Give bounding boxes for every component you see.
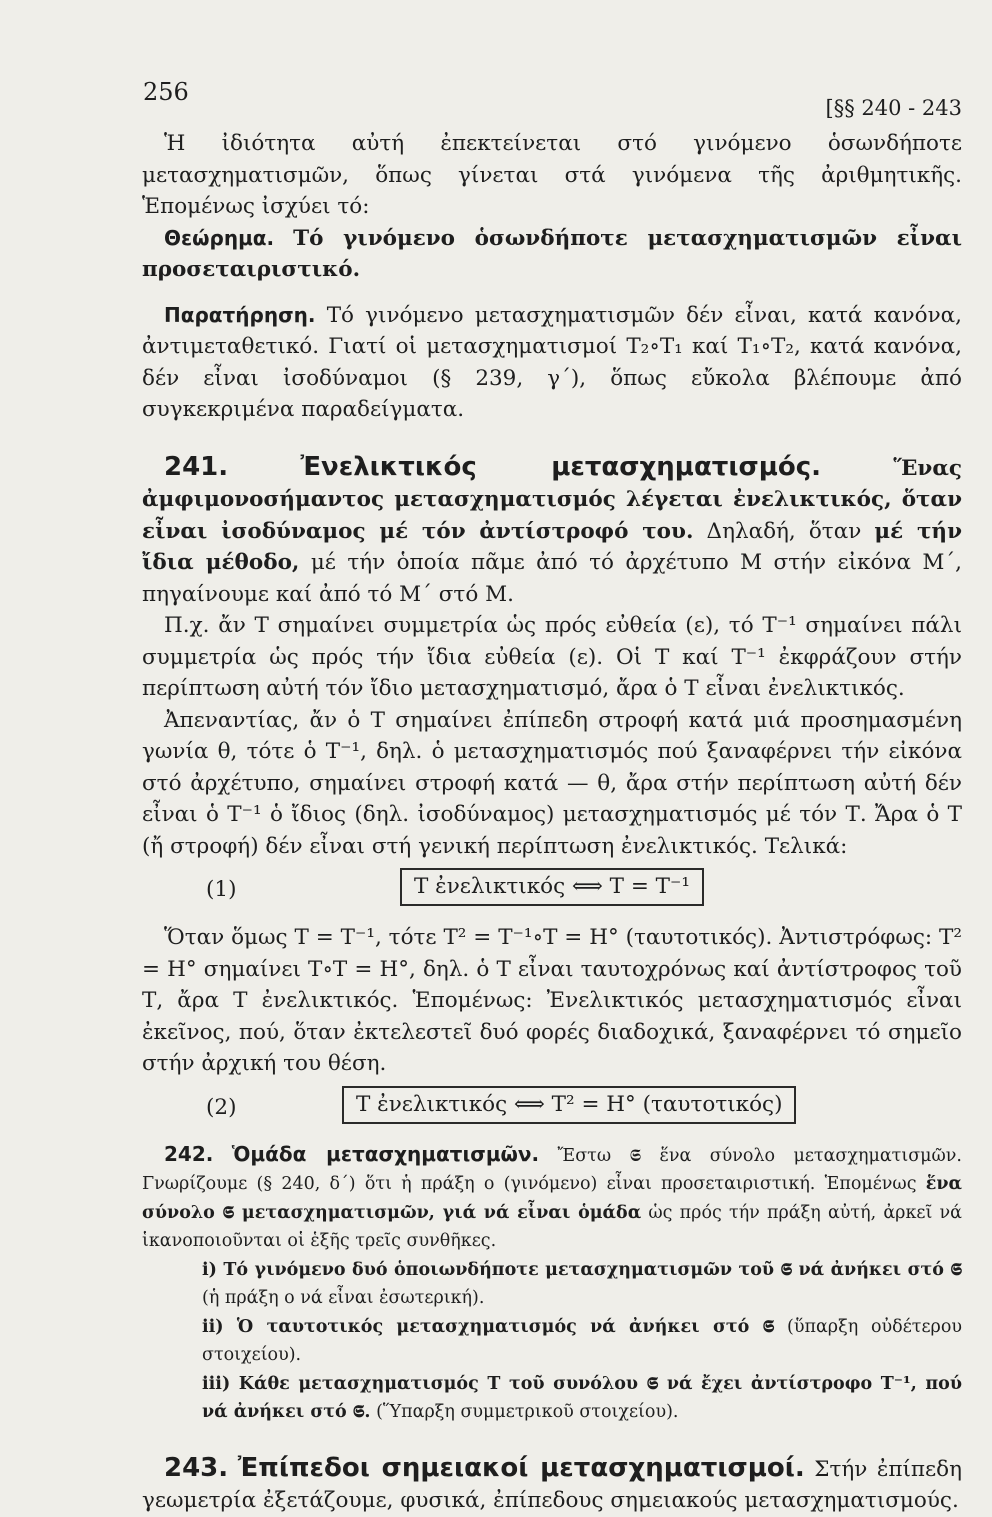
section-241-text-a: Δηλαδή, ὅταν	[706, 518, 862, 544]
equation-1-number: (1)	[206, 877, 237, 902]
theorem-text: Τό γινόμενο ὁσωνδήποτε μετασχηματισμῶν εἶναι προσεταιριστικό.	[142, 225, 962, 282]
section-243	[142, 1453, 962, 1517]
section-243-text: Στήν ἐπίπεδη γεωμετρία ἐξετάζουμε, φυσικά, ἐπίπεδους σημειακούς μετασχηματισμούς.	[142, 1456, 963, 1513]
page-body	[142, 128, 962, 1517]
section-241-lead	[142, 452, 962, 611]
section-243-number: 243.	[164, 1452, 229, 1483]
theorem-label: Θεώρημα.	[164, 225, 275, 250]
list-item: ii) Ὁ ταυτοτικός μετασχηματισμός νά ἀνήκει στό 𝕾 (ὕπαρξη οὐδέτερου στοιχείου).	[202, 1316, 962, 1365]
equation-2-box: Τ ἐνελικτικός ⟺ T² = H° (ταυτοτικός)	[342, 1086, 796, 1124]
section-243-title: Ἐπίπεδοι σημειακοί μετασχηματισμοί.	[237, 1452, 805, 1483]
section-242-title: Ὁμάδα μετασχηματισμῶν.	[231, 1141, 540, 1166]
equation-2-number: (2)	[206, 1094, 237, 1120]
section-241-involution-property: Ὅταν ὅμως T = T⁻¹, τότε T² = T⁻¹∘T = H° (ταυτοτικός). Ἀντιστρόφως: T² = H° σημαίνει T∘T = H°, δηλ. ὁ Τ εἶναι ταυτοχρόνως καί ἀντίστροφος τοῦ Τ, ἄρα Τ ἐνελικτικός. Ἑπομένως: Ἐνελικτικός μετασχηματισμός εἶναι ἐκεῖνος, πού, ὅταν ἐκτελεστεῖ δυό φορές διαδοχικά, ξαναφέρνει τό σημεῖο στήν ἀρχική του θέση.	[142, 925, 962, 1076]
section-241-example: Π.χ. ἄν Τ σημαίνει συμμετρία ὡς πρός εὐθεία (ε), τό T⁻¹ σημαίνει πάλι συμμετρία ὡς πρός τήν ἴδια εὐθεία (ε). Οἱ Τ καί T⁻¹ ἐκφράζουν στήν περίπτωση αὐτή τόν ἴδιο μετασχηματισμό, ἄρα ὁ Τ εἶναι ἐνελικτικός.	[142, 613, 962, 701]
equation-2-row	[142, 1086, 962, 1130]
paragraph-intro: Ἡ ἰδιότητα αὐτή ἐπεκτείνεται στό γινόμενο ὁσωνδήποτε μετασχηματισμῶν, ὅπως γίνεται στά γινόμενα τῆς ἀριθμητικῆς. Ἑπομένως ἰσχύει τό:	[142, 131, 962, 219]
remark-text: Τό γινόμενο μετασχηματισμῶν δέν εἶναι, κατά κανόνα, ἀντιμεταθετικό. Γιατί οἱ μετασχηματισμοί T₂∘T₁ καί T₁∘T₂, κατά κανόνα, δέν εἶναι ἰσοδύναμοι (§ 239, γ΄), ὅπως εὔκολα βλέπουμε ἀπό συγκεκριμένα παραδείγματα.	[142, 302, 962, 422]
section-241-number: 241.	[164, 451, 229, 482]
equation-1-box: Τ ἐνελικτικός ⟺ T = T⁻¹	[400, 868, 704, 906]
section-241-counterexample: Ἀπεναντίας, ἄν ὁ Τ σημαίνει ἐπίπεδη στροφή κατά μιά προσημασμένη γωνία θ, τότε ὁ T⁻¹, δηλ. ὁ μετασχηματισμός πού ξαναφέρνει τήν εἰκόνα στό ἀρχέτυπο, σημαίνει στροφή κατά — θ, ἄρα στήν περίπτωση αὐτή δέν εἶναι ὁ T⁻¹ ὁ ἴδιος (δηλ. ἰσοδύναμος) μετασχηματισμός μέ τόν Τ. Ἄρα ὁ Τ (ἤ στροφή) δέν εἶναι στή γενική περίπτωση ἐνελικτικός. Τελικά:	[142, 707, 962, 859]
remark-label: Παρατήρηση.	[164, 302, 316, 327]
list-item: i) Τό γινόμενο δυό ὁποιωνδήποτε μετασχηματισμῶν τοῦ 𝕾 νά ἀνήκει στό 𝕾 (ἡ πράξη ο νά εἶναι ἐσωτερική).	[202, 1259, 962, 1308]
section-242	[142, 1140, 962, 1256]
section-241-title: Ἐνελικτικός μετασχηματισμός.	[300, 451, 822, 482]
section-241-bold-b: μέ τήν ἴδια μέθοδο,	[142, 518, 962, 575]
section-241-definition: Ἕνας ἀμφιμονοσήμαντος μετασχηματισμός λέγεται ἐνελικτικός, ὅταν εἶναι ἰσοδύναμος μέ τόν ἀντίστροφό του.	[142, 455, 962, 544]
group-conditions-list	[202, 1256, 962, 1427]
section-241-text-c: μέ τήν ὁποία πᾶμε ἀπό τό ἀρχέτυπο Μ στήν εἰκόνα Μ΄, πηγαίνουμε καί ἀπό τό Μ΄ στό Μ.	[142, 550, 962, 607]
section-242-text-1: Ἔστω 𝕾 ἕνα σύνολο μετασχηματισμῶν. Γνωρίζουμε (§ 240, δ΄) ὅτι ἡ πράξη ο (γινόμενο) εἶναι προσεταιριστική. Ἑπομένως	[142, 1145, 962, 1194]
running-head: [§§ 240 - 243	[825, 96, 962, 120]
page-number: 256	[143, 78, 189, 106]
section-242-number: 242.	[164, 1141, 214, 1166]
list-item: iii) Κάθε μετασχηματισμός Τ τοῦ συνόλου 𝕾 νά ἔχει ἀντίστροφο T⁻¹, πού νά ἀνήκει στό 𝕾. (Ὕπαρξη συμμετρικοῦ στοιχείου).	[202, 1373, 962, 1422]
section-242-bold: ἕνα σύνολο 𝕾 μετασχηματισμῶν, γιά νά εἶναι ὁμάδα	[142, 1174, 962, 1223]
section-242-text-2: ὡς πρός τήν πράξη αὐτή, ἀρκεῖ νά ἱκανοποιοῦνται οἱ ἑξῆς τρεῖς συνθῆκες.	[142, 1202, 962, 1251]
equation-1-row	[142, 868, 962, 912]
remark	[142, 300, 962, 426]
theorem	[142, 223, 962, 286]
